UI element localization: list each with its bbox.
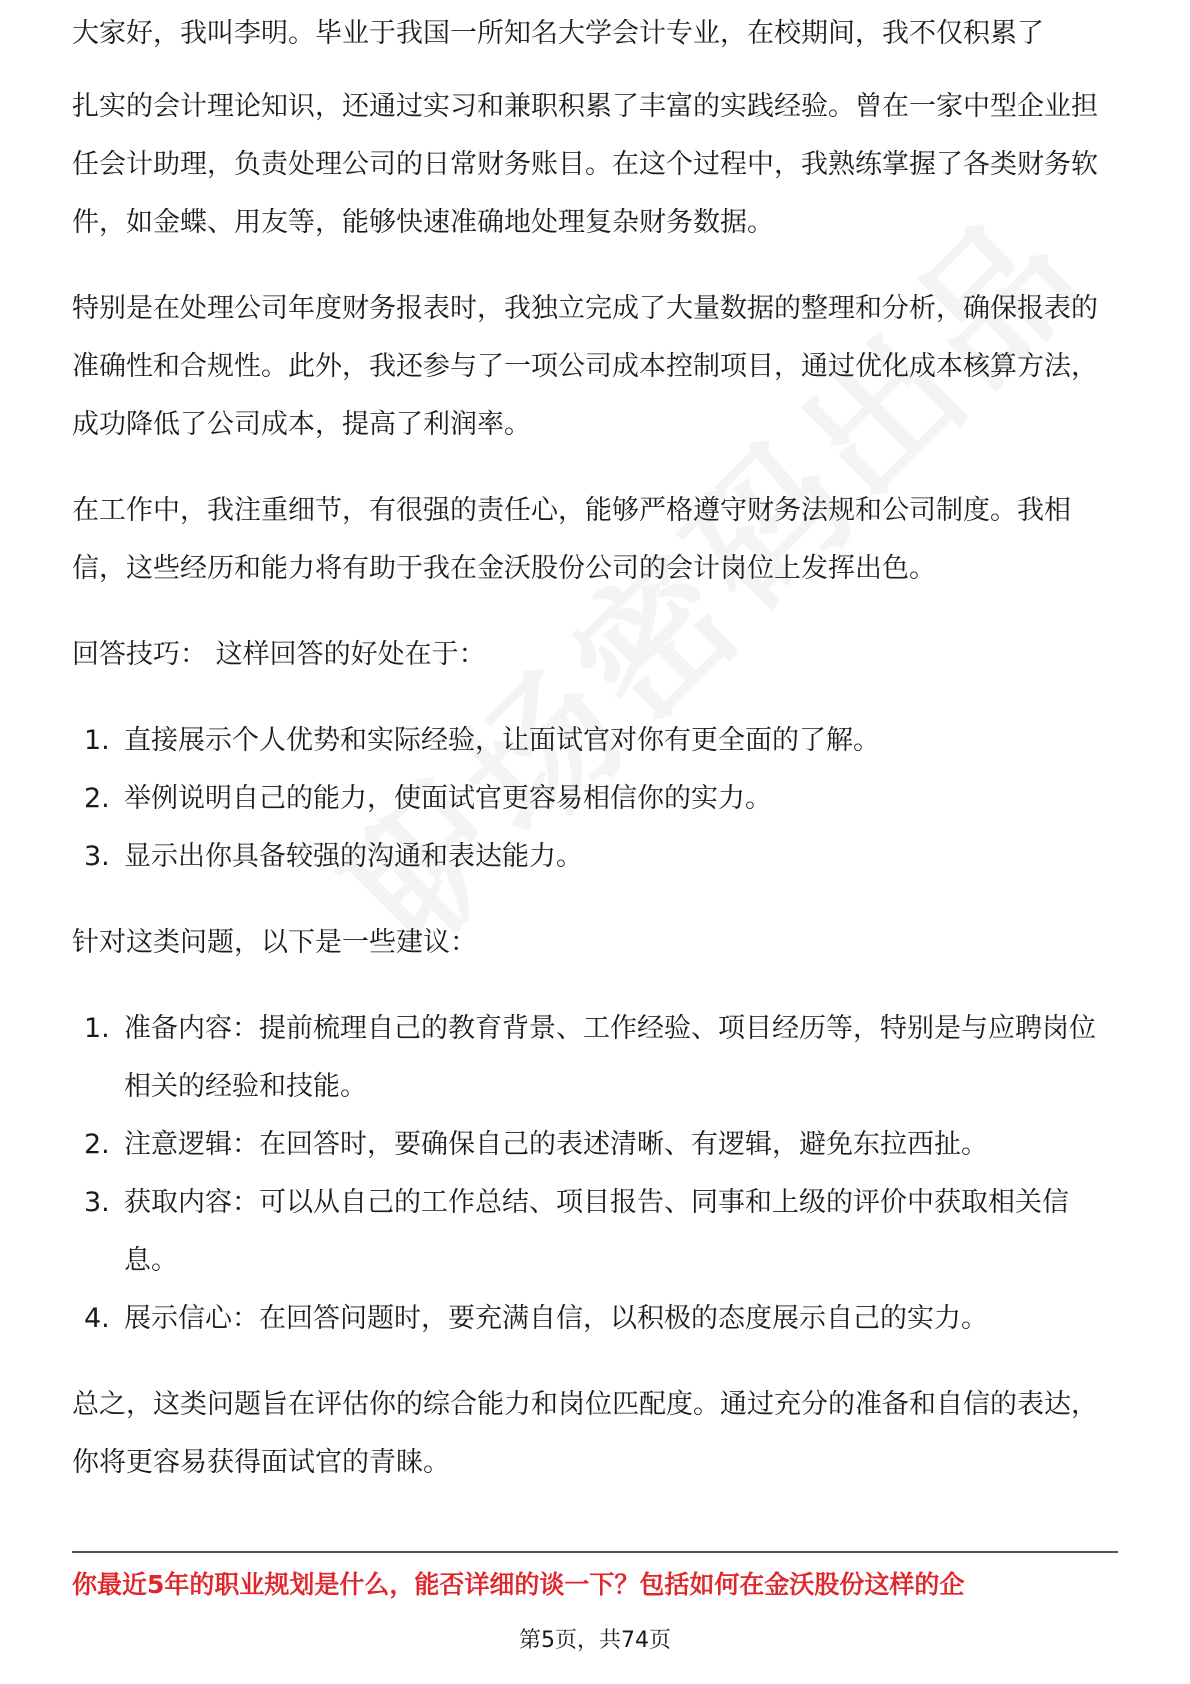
- paragraph-conclusion: 总之，这类问题旨在评估你的综合能力和岗位匹配度。通过充分的准备和自信的表达，你将更容易获得面试官的青睐。: [72, 1389, 1098, 1478]
- list-item: 2. 举例说明自己的能力，使面试官更容易相信你的实力。: [84, 783, 772, 814]
- next-question-title: 你最近5年的职业规划是什么，能否详细的谈一下？包括如何在金沃股份这样的企: [72, 1570, 965, 1599]
- cut-off-line: [72, 18, 1118, 62]
- paragraph-achievement: 特别是在处理公司年度财务报表时，我独立完成了大量数据的整理和分析，确保报表的准确性和合规性。此外，我还参与了一项公司成本控制项目，通过优化成本核算方法，成功降低了公司成本，提高了利润率。: [72, 293, 1098, 440]
- tips-heading: 回答技巧： 这样回答的好处在于：: [72, 639, 486, 670]
- list-item: 4. 展示信心：在回答问题时，要充满自信，以积极的态度展示自己的实力。: [84, 1303, 988, 1334]
- paragraph-attitude: 在工作中，我注重细节，有很强的责任心，能够严格遵守财务法规和公司制度。我相信，这些经历和能力将有助于我在金沃股份公司的会计岗位上发挥出色。: [72, 495, 1071, 584]
- cut-off-text: 大家好，我叫李明。毕业于我国一所知名大学会计专业，在校期间，我不仅积累了: [72, 18, 1044, 49]
- list-item: 1. 直接展示个人优势和实际经验，让面试官对你有更全面的了解。: [84, 725, 880, 756]
- divider: [72, 1551, 1118, 1553]
- page-number: 第5页，共74页: [519, 1628, 671, 1653]
- advice-list: [72, 1000, 1118, 1348]
- advice-heading: 针对这类问题，以下是一些建议：: [72, 927, 477, 958]
- tips-list: [72, 712, 1118, 886]
- list-item: 1. 准备内容：提前梳理自己的教育背景、工作经验、项目经历等，特别是与应聘岗位相关的经验和技能。: [84, 1013, 1096, 1102]
- list-item: 3. 显示出你具备较强的沟通和表达能力。: [84, 841, 583, 872]
- paragraph-experience: 扎实的会计理论知识，还通过实习和兼职积累了丰富的实践经验。曾在一家中型企业担任会计助理，负责处理公司的日常财务账目。在这个过程中，我熟练掌握了各类财务软件，如金蝶、用友等，能够快速准确地处理复杂财务数据。: [72, 91, 1098, 238]
- list-item: 2. 注意逻辑：在回答时，要确保自己的表述清晰、有逻辑，避免东拉西扯。: [84, 1129, 988, 1160]
- main-content: [72, 78, 1118, 1520]
- list-item: 3. 获取内容：可以从自己的工作总结、项目报告、同事和上级的评价中获取相关信息。: [84, 1187, 1069, 1276]
